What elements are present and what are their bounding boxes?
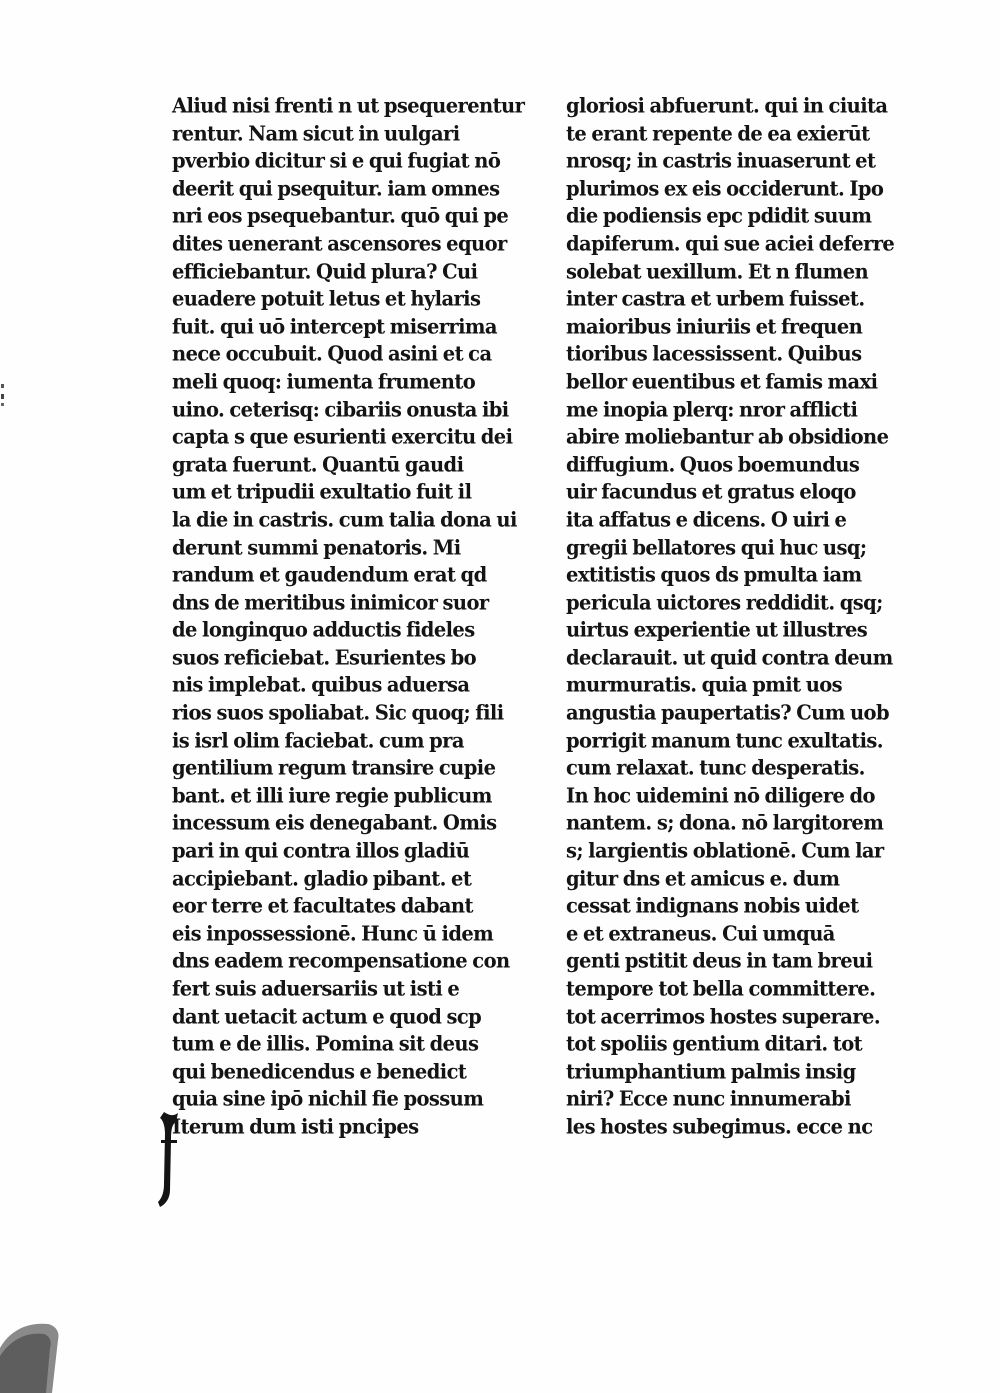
manuscript-line: e et extraneus. Cui umquā (566, 921, 835, 946)
manuscript-line: s; largientis oblationē. Cum lar (566, 838, 884, 863)
manuscript-line: dns de meritibus inimicor suor (172, 590, 489, 615)
left-text-column (168, 92, 548, 1141)
manuscript-line: dapiferum. qui sue aciei deferre (566, 231, 895, 256)
manuscript-line: murmuratis. quia pmit uos (566, 672, 843, 698)
manuscript-line: nece occubuit. Quod asini et ca (172, 341, 492, 366)
manuscript-line: les hostes subegimus. ecce nc (566, 1114, 873, 1139)
manuscript-line: Aliud nisi frenti n ut psequerentur (172, 93, 525, 118)
manuscript-line: tot spoliis gentium ditari. tot (566, 1031, 863, 1056)
manuscript-line: triumphantium palmis insig (566, 1059, 856, 1084)
manuscript-line: pverbio dicitur si e qui fugiat nō (172, 148, 501, 173)
decorated-initial-i (156, 1110, 182, 1210)
manuscript-line: maioribus iniuriis et frequen (566, 314, 863, 339)
manuscript-line: is isrl olim faciebat. cum pra (172, 728, 464, 753)
manuscript-line: euadere potuit letus et hylaris (172, 286, 481, 311)
manuscript-line: la die in castris. cum talia dona ui (172, 507, 517, 532)
manuscript-line: nis implebat. quibus aduersa (172, 672, 470, 698)
manuscript-line: plurimos ex eis occiderunt. Ipo (566, 176, 884, 201)
manuscript-line: te erant repente de ea exierūt (566, 121, 870, 146)
manuscript-line: In hoc uidemini nō diligere do (566, 783, 875, 808)
manuscript-line: fert suis aduersariis ut isti e (172, 976, 460, 1001)
manuscript-line: ita affatus e dicens. O uiri e (566, 507, 847, 532)
manuscript-line: rios suos spoliabat. Sic quoq; fili (172, 700, 504, 725)
manuscript-line: dant uetacit actum e quod scp (172, 1004, 482, 1029)
manuscript-line: uirtus experientie ut illustres (566, 617, 868, 642)
manuscript-line: angustia paupertatis? Cum uob (566, 700, 889, 725)
manuscript-line: bant. et illi iure regie publicum (172, 783, 492, 808)
manuscript-line: cum relaxat. tunc desperatis. (566, 755, 865, 780)
manuscript-line: capta s que esurienti exercitu dei (172, 424, 513, 449)
manuscript-line: grata fuerunt. Quantū gaudi (172, 452, 464, 477)
manuscript-line: incessum eis denegabant. Omis (172, 810, 497, 835)
manuscript-line: abire moliebantur ab obsidione (566, 424, 889, 449)
manuscript-line: de longinquo adductis fideles (172, 617, 475, 642)
manuscript-line: dns eadem recompensatione con (172, 948, 510, 973)
manuscript-line: suos reficiebat. Esurientes bo (172, 645, 477, 670)
manuscript-line: porrigit manum tunc exultatis. (566, 728, 883, 753)
manuscript-line: bellor euentibus et famis maxi (566, 369, 878, 394)
manuscript-line: deerit qui psequitur. iam omnes (172, 176, 500, 201)
manuscript-line: meli quoq: iumenta frumento (172, 369, 476, 394)
manuscript-line: me inopia plerq: nror afflicti (566, 396, 858, 422)
manuscript-line: gentilium regum transire cupie (172, 755, 496, 780)
manuscript-line: fuit. qui uō intercept miserrima (172, 314, 497, 339)
manuscript-line: tioribus lacessissent. Quibus (566, 341, 862, 366)
manuscript-line: tum e de illis. Pomina sit deus (172, 1031, 479, 1056)
manuscript-line: accipiebant. gladio pibant. et (172, 866, 472, 891)
manuscript-line: rentur. Nam sicut in uulgari (172, 121, 460, 146)
manuscript-line: dites uenerant ascensores equor (172, 231, 507, 256)
manuscript-line: quia sine ipō nichil fie possum (172, 1086, 484, 1111)
manuscript-line: niri? Ecce nunc innumerabi (566, 1086, 851, 1111)
manuscript-line: derunt summi penatoris. Mi (172, 534, 461, 560)
thumb-shadow (0, 1318, 60, 1393)
manuscript-line: eis inpossessionē. Hunc ū idem (172, 921, 494, 946)
manuscript-line: eor terre et facultates dabant (172, 893, 473, 918)
manuscript-line: nri eos psequebantur. quō qui pe (172, 203, 509, 228)
manuscript-line: pari in qui contra illos gladiū (172, 838, 470, 863)
manuscript-line: solebat uexillum. Et n flumen (566, 258, 869, 284)
manuscript-line: qui benedicendus e benedict (172, 1059, 467, 1084)
manuscript-line: tot acerrimos hostes superare. (566, 1004, 881, 1029)
manuscript-line: um et tripudii exultatio fuit il (172, 479, 472, 504)
manuscript-line: genti pstitit deus in tam breui (566, 948, 873, 973)
right-text-column (566, 92, 938, 1141)
manuscript-line: nantem. s; dona. nō largitorem (566, 810, 884, 835)
manuscript-line: efficiebantur. Quid plura? Cui (172, 258, 478, 284)
manuscript-line: gloriosi abfuerunt. qui in ciuita (566, 93, 888, 118)
manuscript-line: nrosq; in castris inuaserunt et (566, 148, 876, 173)
manuscript-line: extitistis quos ds pmulta iam (566, 562, 862, 587)
manuscript-line: randum et gaudendum erat qd (172, 562, 487, 587)
manuscript-line: pericula uictores reddidit. qsq; (566, 590, 883, 615)
manuscript-line: Iterum dum isti pncipes (172, 1114, 419, 1139)
manuscript-line: inter castra et urbem fuisset. (566, 286, 865, 311)
edge-mark (0, 380, 6, 410)
manuscript-line: gregii bellatores qui huc usq; (566, 534, 867, 560)
manuscript-line: die podiensis epc pdidit suum (566, 203, 872, 228)
manuscript-line: uino. ceterisq: cibariis onusta ibi (172, 396, 509, 422)
manuscript-line: uir facundus et gratus eloqo (566, 479, 856, 504)
manuscript-line: tempore tot bella committere. (566, 976, 876, 1001)
manuscript-line: declarauit. ut quid contra deum (566, 645, 893, 670)
manuscript-line: diffugium. Quos boemundus (566, 452, 860, 477)
manuscript-line: gitur dns et amicus e. dum (566, 866, 840, 891)
manuscript-line: cessat indignans nobis uidet (566, 893, 859, 918)
